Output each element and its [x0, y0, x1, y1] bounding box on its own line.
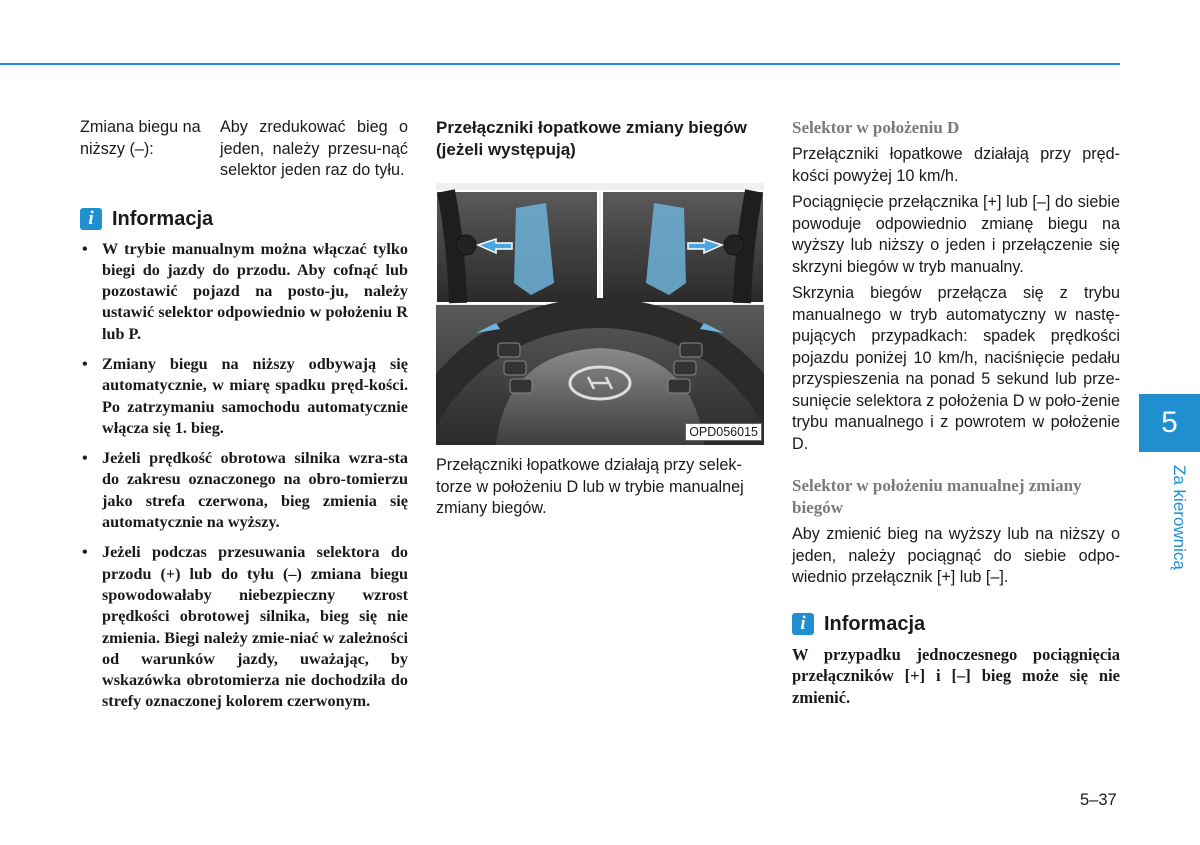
info-text: W przypadku jednoczesnego pociągnięcia przełączników [+] i [–] bieg może się nie zmienić. [792, 644, 1120, 707]
info-title: Informacja [112, 207, 214, 230]
info-icon: i [80, 208, 102, 230]
figure-code: OPD056015 [685, 423, 762, 441]
right-column [792, 117, 1120, 708]
paddle-shifter-figure [436, 183, 764, 445]
subheading-manual-position: Selektor w położeniu manualnej zmiany biegów [792, 476, 1082, 517]
definition-term: Zmiana biegu na niższy (–): [80, 118, 201, 158]
figure-caption: Przełączniki łopatkowe działają przy selek-torze w położeniu D lub w trybie manualnej zmiany biegów. [436, 456, 744, 517]
paragraph: Przełączniki łopatkowe działają przy pręd-kości powyżej 10 km/h. [792, 145, 1120, 185]
steering-wheel-illustration [436, 183, 764, 445]
info-bullet: • Jeżeli prędkość obrotowa silnika wzra-sta do zakresu oznaczonego na obro-tomierzu jako strefa czerwona, bieg zmienia się automatycznie na wyższy. [80, 448, 408, 533]
subheading-d-position: Selektor w położeniu D [792, 118, 960, 137]
middle-column [436, 117, 764, 520]
info-header [792, 613, 1120, 636]
left-column [80, 117, 408, 722]
info-bullet: • Jeżeli podczas przesuwania selektora do przodu (+) lub do tyłu (–) zmiana biegu spowodowałaby niebezpieczny wzrost prędkości obrotowej silnika, bieg się nie zmienia. Biegi należy zmie-niać w zależności od warunków jazdy, uważając, by wskazówka obrotomierza nie dochodziła do strefy oznaczonej kolorem czerwonym. [80, 542, 408, 712]
section-heading: Przełączniki łopatkowe zmiany biegów (jeżeli występują) [436, 118, 747, 159]
info-header [80, 208, 408, 231]
paragraph: Aby zmienić bieg na wyższy lub na niższy o jeden, należy pociągnąć do siebie odpo-wiednio przełącznik [+] lub [–]. [792, 525, 1120, 586]
definition-description: Aby zredukować bieg o jeden, należy przesu-nąć selektor jeden raz do tyłu. [220, 118, 408, 179]
info-bullet: • W trybie manualnym można włączać tylko biegi do jazdy do przodu. Aby cofnąć lub pozostawić pojazd na posto-ju, należy ustawić selektor odpowiednio w położeniu R lub P. [80, 239, 408, 345]
info-icon: i [792, 613, 814, 635]
info-bullet-list [80, 239, 408, 713]
info-title: Informacja [824, 612, 926, 635]
definition-row [80, 117, 408, 182]
chapter-title: Za kierownicą [1170, 465, 1189, 570]
chapter-tab: 5 [1139, 394, 1200, 452]
paragraph: Pociągnięcie przełącznika [+] lub [–] do siebie powoduje odpowiednio zmianę biegu na wyższy lub niższy o jeden i przełączenie się skrzyni biegów w tryb manualny. [792, 193, 1120, 276]
paragraph: Skrzynia biegów przełącza się z trybu manualnego w tryb automatyczny w nastę-pujących przypadkach: spadek prędkości pojazdu poniżej 10 km/h, naciśnięcie pedału przyspieszenia na ponad 5 sekund lub prze-sunięcie selektora z położenia D w poło-żenie trybu manualnego i z powrotem w położenie D. [792, 284, 1120, 453]
page-number: 5–37 [1080, 791, 1117, 809]
info-bullet: • Zmiany biegu na niższy odbywają się automatycznie, w miarę spadku pręd-kości. Po zatrzymaniu samochodu automatycznie włącza się 1. bieg. [80, 354, 408, 439]
header-rule [0, 63, 1120, 65]
